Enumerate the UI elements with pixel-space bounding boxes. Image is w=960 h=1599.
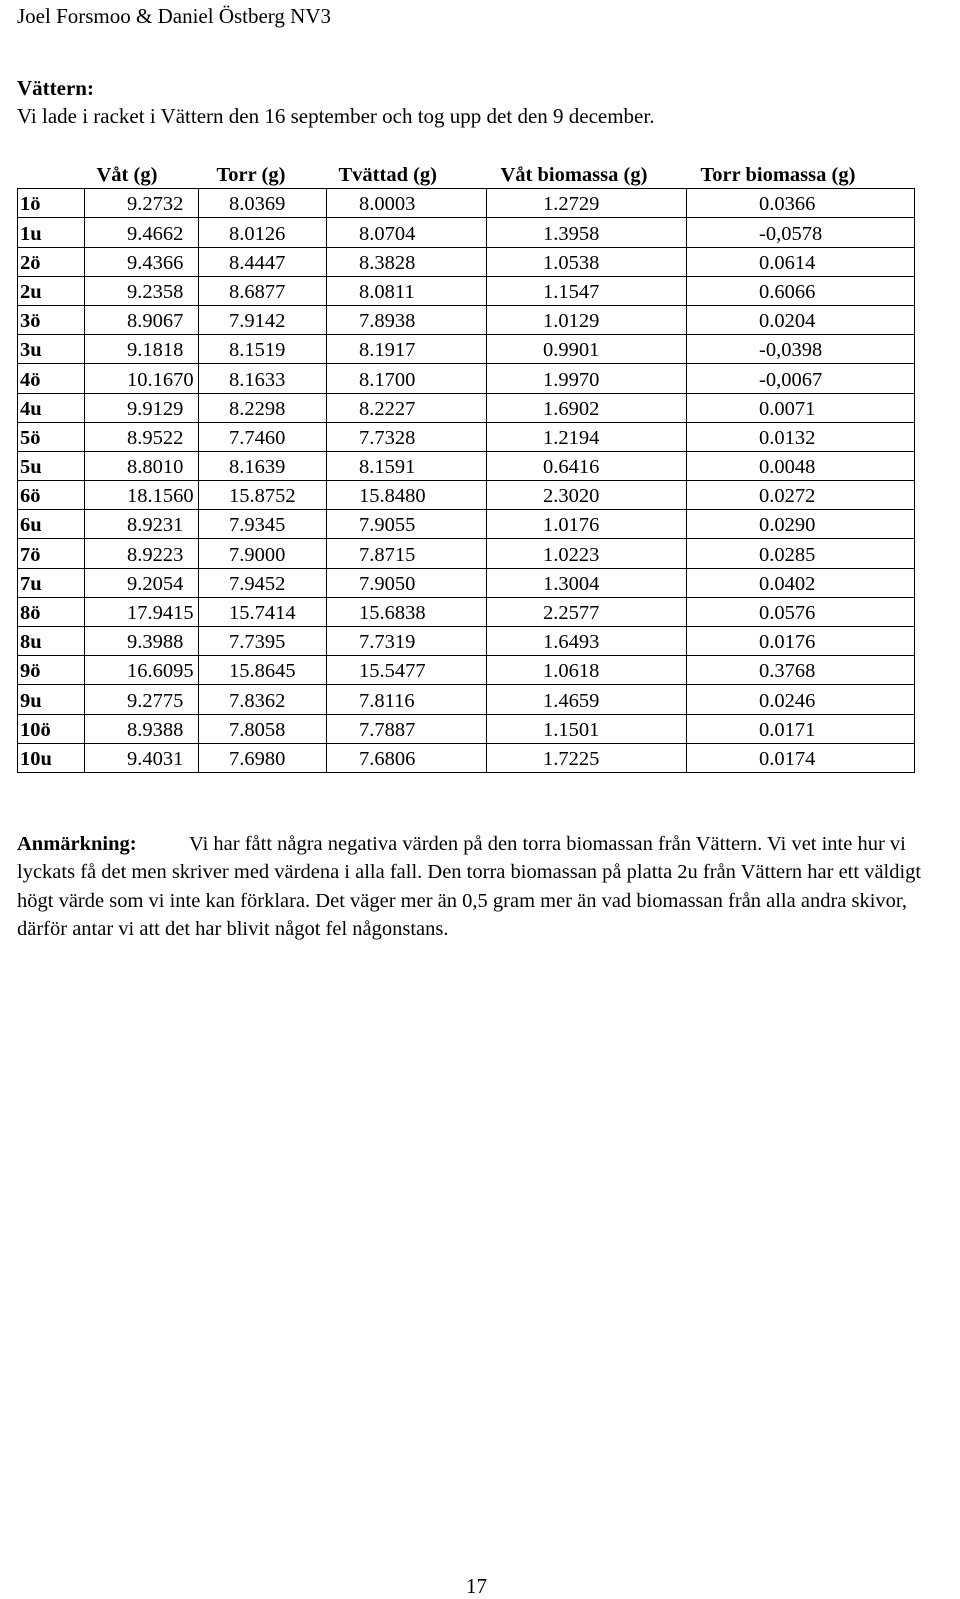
table-cell: 8.1639: [199, 451, 327, 480]
table-cell: 7.6980: [199, 743, 327, 772]
table-cell: 1.2729: [487, 189, 687, 218]
table-row: [18, 539, 915, 568]
table-cell: 8.9522: [85, 422, 199, 451]
note-paragraph: [17, 830, 942, 944]
table-cell: 7.7328: [327, 422, 487, 451]
table-cell: 15.8480: [327, 481, 487, 510]
header-cell-dry: Torr (g): [216, 164, 286, 187]
table-cell: 8.2227: [327, 393, 487, 422]
table-row: [18, 743, 915, 772]
row-label-cell: 6ö: [18, 481, 85, 510]
table-row: [18, 685, 915, 714]
table-cell: 7.7460: [199, 422, 327, 451]
table-cell: 10.1670: [85, 364, 199, 393]
header-cell-washed: Tvättad (g): [338, 164, 438, 187]
table-cell: 15.8645: [199, 656, 327, 685]
table-cell: 7.8058: [199, 714, 327, 743]
row-label-cell: 5u: [18, 451, 85, 480]
row-label-cell: 8ö: [18, 597, 85, 626]
table-cell: 1.6493: [487, 627, 687, 656]
table-cell: 15.8752: [199, 481, 327, 510]
table-cell: 0.0204: [687, 305, 915, 334]
table-cell: 7.9452: [199, 568, 327, 597]
table-row: [18, 335, 915, 364]
table-cell: 8.0126: [199, 218, 327, 247]
table-row: [18, 656, 915, 685]
table-cell: 0.0132: [687, 422, 915, 451]
header-cell-wet-biomass: Våt biomassa (g): [500, 164, 648, 187]
table-row: [18, 451, 915, 480]
intro-text: Vi lade i racket i Vättern den 16 september och tog upp det den 9 december.: [17, 104, 655, 128]
table-cell: 1.4659: [487, 685, 687, 714]
row-label-cell: 2u: [18, 276, 85, 305]
table-cell: 7.7395: [199, 627, 327, 656]
table-cell: 1.6902: [487, 393, 687, 422]
table-body: [18, 189, 915, 773]
table-cell: 0.0071: [687, 393, 915, 422]
page-header: Joel Forsmoo & Daniel Östberg NV3: [17, 4, 332, 28]
table-cell: 2.3020: [487, 481, 687, 510]
table-cell: 7.9345: [199, 510, 327, 539]
table-cell: 7.9142: [199, 305, 327, 334]
row-label-cell: 7u: [18, 568, 85, 597]
table-cell: 9.4662: [85, 218, 199, 247]
table-cell: 8.1917: [327, 335, 487, 364]
table-cell: 1.0538: [487, 247, 687, 276]
row-label-cell: 9u: [18, 685, 85, 714]
table-cell: 1.7225: [487, 743, 687, 772]
table-cell: 8.9388: [85, 714, 199, 743]
row-label-cell: 3ö: [18, 305, 85, 334]
row-label-cell: 5ö: [18, 422, 85, 451]
table-cell: 0.0366: [687, 189, 915, 218]
table-cell: -0,0578: [687, 218, 915, 247]
table-cell: 16.6095: [85, 656, 199, 685]
table-cell: 9.4031: [85, 743, 199, 772]
header-cell-label: [18, 160, 85, 189]
table-cell: 0.0402: [687, 568, 915, 597]
table-cell: 2.2577: [487, 597, 687, 626]
table-cell: 1.3958: [487, 218, 687, 247]
table-cell: 1.1501: [487, 714, 687, 743]
table-cell: -0,0398: [687, 335, 915, 364]
section-title: Vättern:: [17, 76, 94, 100]
table-cell: 7.8715: [327, 539, 487, 568]
table-cell: 15.6838: [327, 597, 487, 626]
table-cell: 0.6066: [687, 276, 915, 305]
table-cell: 8.1633: [199, 364, 327, 393]
table-cell: 18.1560: [85, 481, 199, 510]
table-cell: 8.4447: [199, 247, 327, 276]
table-cell: 7.7887: [327, 714, 487, 743]
row-label-cell: 1u: [18, 218, 85, 247]
table-cell: 7.8362: [199, 685, 327, 714]
table-cell: 7.9050: [327, 568, 487, 597]
table-row: [18, 247, 915, 276]
table-cell: 1.1547: [487, 276, 687, 305]
table-cell: 1.0176: [487, 510, 687, 539]
table-cell: 0.0176: [687, 627, 915, 656]
table-cell: 8.2298: [199, 393, 327, 422]
table-cell: 7.7319: [327, 627, 487, 656]
table-cell: 9.2054: [85, 568, 199, 597]
table-cell: 0.0614: [687, 247, 915, 276]
table-cell: 1.2194: [487, 422, 687, 451]
row-label-cell: 10ö: [18, 714, 85, 743]
table-cell: 9.4366: [85, 247, 199, 276]
table-row: [18, 568, 915, 597]
table-cell: -0,0067: [687, 364, 915, 393]
table-cell: 8.8010: [85, 451, 199, 480]
table-cell: 1.0223: [487, 539, 687, 568]
table-cell: 8.9231: [85, 510, 199, 539]
table-cell: 9.2732: [85, 189, 199, 218]
page-number: 17: [466, 1574, 487, 1598]
table-cell: 1.0618: [487, 656, 687, 685]
header-cell-dry-biomass: Torr biomassa (g): [700, 164, 856, 187]
table-row: [18, 393, 915, 422]
table-row: [18, 189, 915, 218]
table-header-row: [18, 160, 915, 189]
table-cell: 0.0272: [687, 481, 915, 510]
note-text: Vi har fått några negativa värden på den torra biomassan från Vättern. Vi vet inte hur vi lyckats få det men skriver med värdena i alla fall. Den torra biomassan på platta 2u från Vättern har ett väldigt högt värde som vi inte kan förklara. Det väger mer än 0,5 gram mer än vad biomassan från alla andra skivor, därför antar vi att det har blivit något fel någonstans.: [17, 833, 922, 941]
row-label-cell: 2ö: [18, 247, 85, 276]
table-cell: 0.6416: [487, 451, 687, 480]
table-cell: 8.9067: [85, 305, 199, 334]
table-cell: 7.6806: [327, 743, 487, 772]
row-label-cell: 9ö: [18, 656, 85, 685]
row-label-cell: 1ö: [18, 189, 85, 218]
row-label-cell: 10u: [18, 743, 85, 772]
table-cell: 0.0174: [687, 743, 915, 772]
table-cell: 0.9901: [487, 335, 687, 364]
table-row: [18, 714, 915, 743]
table-cell: 8.0811: [327, 276, 487, 305]
table-cell: 7.9055: [327, 510, 487, 539]
table-cell: 1.3004: [487, 568, 687, 597]
table-cell: 0.3768: [687, 656, 915, 685]
table-row: [18, 218, 915, 247]
table-cell: 8.6877: [199, 276, 327, 305]
table-cell: 1.9970: [487, 364, 687, 393]
table-cell: 7.8938: [327, 305, 487, 334]
table-cell: 9.2775: [85, 685, 199, 714]
row-label-cell: 4ö: [18, 364, 85, 393]
table-cell: 8.0003: [327, 189, 487, 218]
table-cell: 0.0246: [687, 685, 915, 714]
table-row: [18, 276, 915, 305]
row-label-cell: 8u: [18, 627, 85, 656]
table-cell: 0.0576: [687, 597, 915, 626]
table-cell: 9.1818: [85, 335, 199, 364]
table-row: [18, 597, 915, 626]
table-cell: 17.9415: [85, 597, 199, 626]
table-row: [18, 481, 915, 510]
table-row: [18, 364, 915, 393]
row-label-cell: 6u: [18, 510, 85, 539]
note-label: Anmärkning:: [17, 833, 137, 855]
table-cell: 8.3828: [327, 247, 487, 276]
table-cell: 8.1700: [327, 364, 487, 393]
table-row: [18, 422, 915, 451]
table-cell: 15.7414: [199, 597, 327, 626]
table-row: [18, 305, 915, 334]
table-cell: 8.1519: [199, 335, 327, 364]
table-cell: 8.0369: [199, 189, 327, 218]
row-label-cell: 4u: [18, 393, 85, 422]
table-cell: 8.0704: [327, 218, 487, 247]
row-label-cell: 3u: [18, 335, 85, 364]
table-cell: 8.9223: [85, 539, 199, 568]
table-cell: 0.0171: [687, 714, 915, 743]
header-cell-wet: Våt (g): [96, 164, 158, 187]
table-cell: 9.3988: [85, 627, 199, 656]
table-row: [18, 627, 915, 656]
row-label-cell: 7ö: [18, 539, 85, 568]
table-cell: 1.0129: [487, 305, 687, 334]
table-cell: 0.0048: [687, 451, 915, 480]
table-cell: 0.0285: [687, 539, 915, 568]
table-cell: 9.2358: [85, 276, 199, 305]
table-row: [18, 510, 915, 539]
table-cell: 8.1591: [327, 451, 487, 480]
table-cell: 0.0290: [687, 510, 915, 539]
table-cell: 15.5477: [327, 656, 487, 685]
biomass-table: [17, 160, 915, 773]
table-cell: 7.9000: [199, 539, 327, 568]
table-cell: 9.9129: [85, 393, 199, 422]
table-cell: 7.8116: [327, 685, 487, 714]
